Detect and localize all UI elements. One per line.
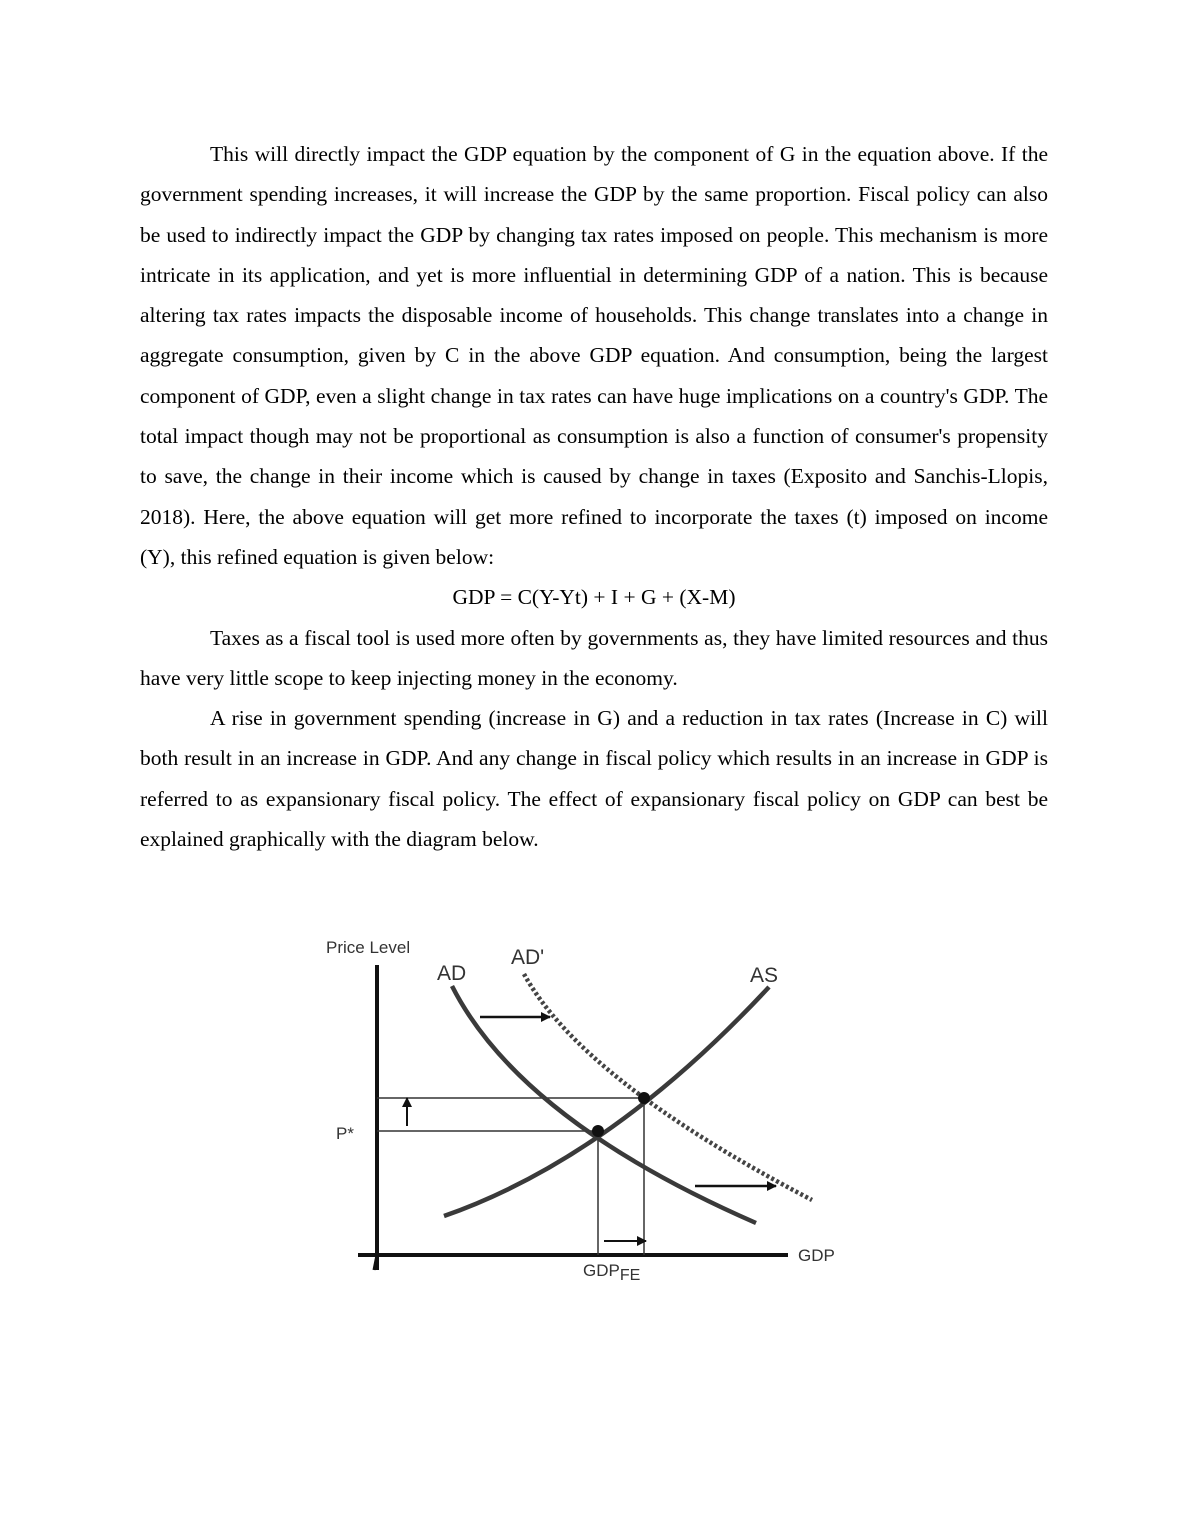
gdp-fe-subscript: FE (619, 1267, 641, 1284)
y-axis-label: Price Level (326, 938, 411, 957)
as-label: AS (750, 964, 779, 987)
ad-as-diagram-svg (320, 930, 850, 1290)
document-body (140, 134, 1048, 859)
gdp-fe-main-text: GDP (583, 1261, 620, 1280)
as-curve (444, 987, 769, 1216)
ad-shifted-label: AD' (511, 946, 545, 969)
paragraph-expansionary-policy: A rise in government spending (increase in G) and a reduction in tax rates (Increase in C) will both result in an increase in GDP. And any change in fiscal policy which results in an increase in GDP is referred to as expansionary fiscal policy. The effect of expansionary fiscal policy on GDP can best be explained graphically with the diagram below. (140, 706, 1048, 852)
paragraph-taxes-tool: Taxes as a fiscal tool is used more often by governments as, they have limited resources and thus have very little scope to keep injecting money in the economy. (140, 625, 1048, 690)
ad-shifted-curve (524, 974, 812, 1200)
equilibrium-point-original (592, 1125, 604, 1137)
ad-as-diagram (320, 930, 850, 1290)
ad-label: AD (437, 962, 467, 985)
gdp-equation: GDP = C(Y-Yt) + I + G + (X-M) (452, 585, 736, 610)
equilibrium-point-new (638, 1092, 650, 1104)
gdp-fe-label (583, 1261, 640, 1284)
ad-curve (452, 986, 756, 1223)
price-level-label: P* (336, 1124, 354, 1143)
paragraph-gdp-fiscal-policy: This will directly impact the GDP equation by the component of G in the equation above. If the government spending increases, it will increase the GDP by the same proportion. Fiscal policy can also be used to indirectly impact the GDP by changing tax rates imposed on people. This mechanism is more intricate in its application, and yet is more influential in determining GDP of a nation. This is because altering tax rates impacts the disposable income of households. This change translates into a change in aggregate consumption, given by C in the above GDP equation. And consumption, being the largest component of GDP, even a slight change in tax rates can have huge implications on a country's GDP. The total impact though may not be proportional as consumption is also a function of consumer's propensity to save, the change in their income which is caused by change in taxes (Exposito and Sanchis-Llopis, 2018). Here, the above equation will get more refined to incorporate the taxes (t) imposed on income (Y), this refined equation is given below: (140, 142, 1048, 569)
x-axis-label: GDP (798, 1246, 835, 1265)
